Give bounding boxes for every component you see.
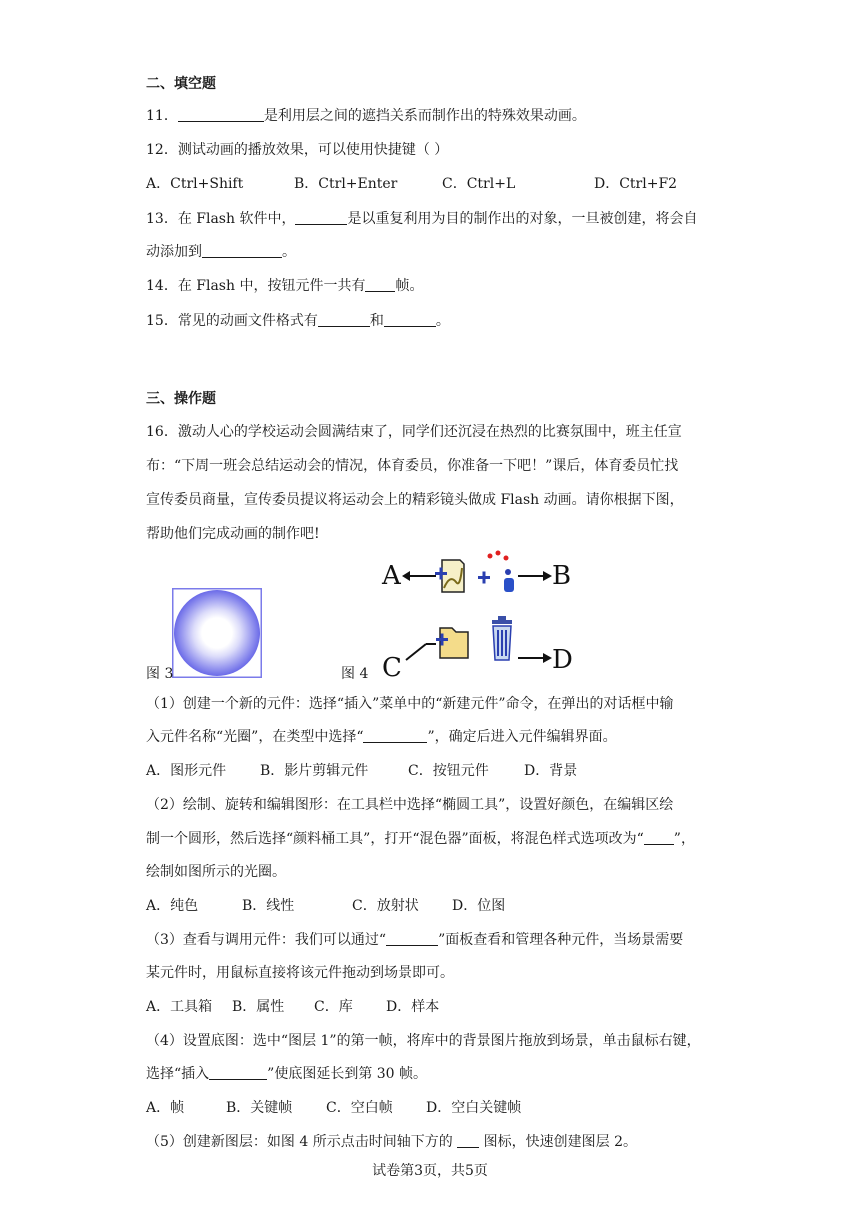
- q15-blank-2: [384, 312, 436, 327]
- q13-blank-1: [295, 210, 347, 225]
- fig4-letter-d: D: [552, 645, 573, 675]
- figure-4-label: 图 4: [341, 666, 369, 682]
- part1-text-a: 入元件名称“光圈”，在类型中选择“: [146, 729, 364, 745]
- q11-text: 是利用层之间的遮挡关系而制作出的特殊效果动画。: [263, 108, 586, 124]
- q12-option-b: B．Ctrl+Enter: [294, 176, 398, 192]
- part3-option-d: D．样本: [386, 999, 440, 1015]
- fig4-arrowhead-a: [402, 571, 410, 581]
- q16-line1: 16．激动人心的学校运动会圆满结束了，同学们还沉浸在热烈的比赛氛围中，班主任宣: [146, 424, 682, 440]
- part3-line1: [146, 930, 683, 950]
- add-guide-layer-icon: [435, 560, 464, 592]
- add-layer-folder-plus-icon: [478, 551, 514, 593]
- figure-3-halo-image: [172, 588, 262, 678]
- part2-line3: 绘制如图所示的光圈。: [146, 864, 286, 880]
- part3-option-c: C．库: [314, 999, 353, 1015]
- fig4-letter-b: B: [552, 561, 572, 591]
- q12-option-c: C．Ctrl+L: [442, 176, 516, 192]
- part1-option-c: C．按钮元件: [408, 763, 489, 779]
- part1-blank: [363, 728, 427, 743]
- part3-option-a: A．工具箱: [146, 999, 213, 1015]
- q15-text-a: 15．常见的动画文件格式有: [146, 313, 318, 329]
- q16-line4: 帮助他们完成动画的制作吧!: [146, 526, 320, 542]
- question-13-line2: [146, 242, 296, 262]
- q15-blank-1: [318, 312, 370, 327]
- part1-line1: （1）创建一个新的元件：选择“插入”菜单中的“新建元件”命令，在弹出的对话框中输: [146, 696, 674, 712]
- part3-text-b: ”面板查看和管理各种元件，当场景需要: [438, 932, 684, 948]
- question-15: [146, 311, 450, 331]
- fig4-letter-a: A: [382, 561, 401, 591]
- fig4-arrowhead-d: [543, 653, 552, 663]
- q11-number: 11．: [146, 108, 178, 124]
- part4-text-a: 选择“插入: [146, 1066, 210, 1082]
- q14-text-a: 14．在 Flash 中，按钮元件一共有: [146, 278, 366, 294]
- question-14: [146, 276, 423, 296]
- part2-option-d: D．位图: [452, 898, 506, 914]
- part4-line1: （4）设置底图：选中“图层 1”的第一帧，将库中的背景图片拖放到场景，单击鼠标右键，: [146, 1033, 701, 1049]
- part2-text-a: 制一个圆形，然后选择“颜料桶工具”，打开“混色器”面板，将混色样式选项改为“: [146, 831, 644, 847]
- question-12: 12．测试动画的播放效果，可以使用快捷键（ ）: [146, 142, 449, 158]
- q15-text-c: 。: [435, 313, 450, 329]
- part5-line: [146, 1132, 637, 1152]
- q13-blank-2: [202, 243, 282, 258]
- part3-text-a: （3）查看与调用元件：我们可以通过“: [146, 932, 387, 948]
- q13-text-b: 是以重复利用为目的制作出的对象，一旦被创建，将会自: [347, 211, 698, 227]
- q14-blank: [365, 277, 395, 292]
- part2-option-b: B．线性: [242, 898, 295, 914]
- part4-option-a: A．帧: [146, 1100, 185, 1116]
- q16-line2: 布：“下周一班会总结运动会的情况，体育委员，你准备一下吧！”课后，体育委员忙找: [146, 458, 679, 474]
- q13-text-d: 。: [282, 244, 296, 260]
- part1-line2: [146, 727, 617, 747]
- q13-text-a: 13．在 Flash 软件中，: [146, 211, 296, 227]
- add-layer-folder-icon: [436, 628, 468, 658]
- q16-line3: 宣传委员商量，宣传委员提议将运动会上的精彩镜头做成 Flash 动画。请你根据下图，: [146, 492, 684, 508]
- part2-option-c: C．放射状: [352, 898, 419, 914]
- part4-text-b: ”使底图延长到第 30 帧。: [267, 1066, 428, 1082]
- part1-text-b: ”，确定后进入元件编辑界面。: [427, 729, 617, 745]
- q12-option-a: A．Ctrl+Shift: [146, 176, 244, 192]
- part4-option-c: C．空白帧: [326, 1100, 393, 1116]
- q13-text-c: 动添加到: [146, 244, 202, 260]
- question-13-line1: [146, 209, 697, 229]
- figure-4-timeline-icons: [380, 548, 575, 686]
- q15-text-b: 和: [369, 313, 384, 329]
- section-3-title: 三、操作题: [146, 391, 216, 407]
- part5-text-b: 图标，快速创建图层 2。: [479, 1134, 637, 1150]
- part5-blank: [457, 1133, 479, 1148]
- part4-option-d: D．空白关键帧: [426, 1100, 522, 1116]
- part2-blank: [644, 830, 674, 845]
- part1-option-d: D．背景: [524, 763, 578, 779]
- part2-line2: [146, 829, 695, 849]
- fig4-letter-c: C: [382, 653, 402, 683]
- figure-3-label: 图 3: [146, 666, 174, 682]
- part3-option-b: B．属性: [232, 999, 285, 1015]
- page-footer: 试卷第3页，共5页: [372, 1163, 488, 1179]
- part1-option-a: A．图形元件: [146, 763, 227, 779]
- part4-line2: [146, 1064, 427, 1084]
- q14-text-b: 帧。: [395, 278, 424, 294]
- q11-blank: [178, 107, 264, 122]
- question-11: [146, 106, 586, 126]
- section-2-title: 二、填空题: [146, 76, 216, 92]
- fig4-arrow-c: [406, 644, 426, 660]
- part5-text-a: （5）创建新图层：如图 4 所示点击时间轴下方的: [146, 1134, 458, 1150]
- delete-layer-trash-icon: [492, 616, 512, 660]
- part1-option-b: B．影片剪辑元件: [260, 763, 369, 779]
- part4-option-b: B．关键帧: [226, 1100, 293, 1116]
- q12-option-d: D．Ctrl+F2: [594, 176, 678, 192]
- part3-blank: [386, 931, 438, 946]
- part2-line1: （2）绘制、旋转和编辑图形：在工具栏中选择“椭圆工具”，设置好颜色，在编辑区绘: [146, 797, 674, 813]
- part4-blank: [209, 1065, 267, 1080]
- part2-text-b: ”，: [673, 831, 695, 847]
- part3-line2: 某元件时，用鼠标直接将该元件拖动到场景即可。: [146, 965, 454, 981]
- part2-option-a: A．纯色: [146, 898, 199, 914]
- fig4-arrowhead-b: [543, 571, 552, 581]
